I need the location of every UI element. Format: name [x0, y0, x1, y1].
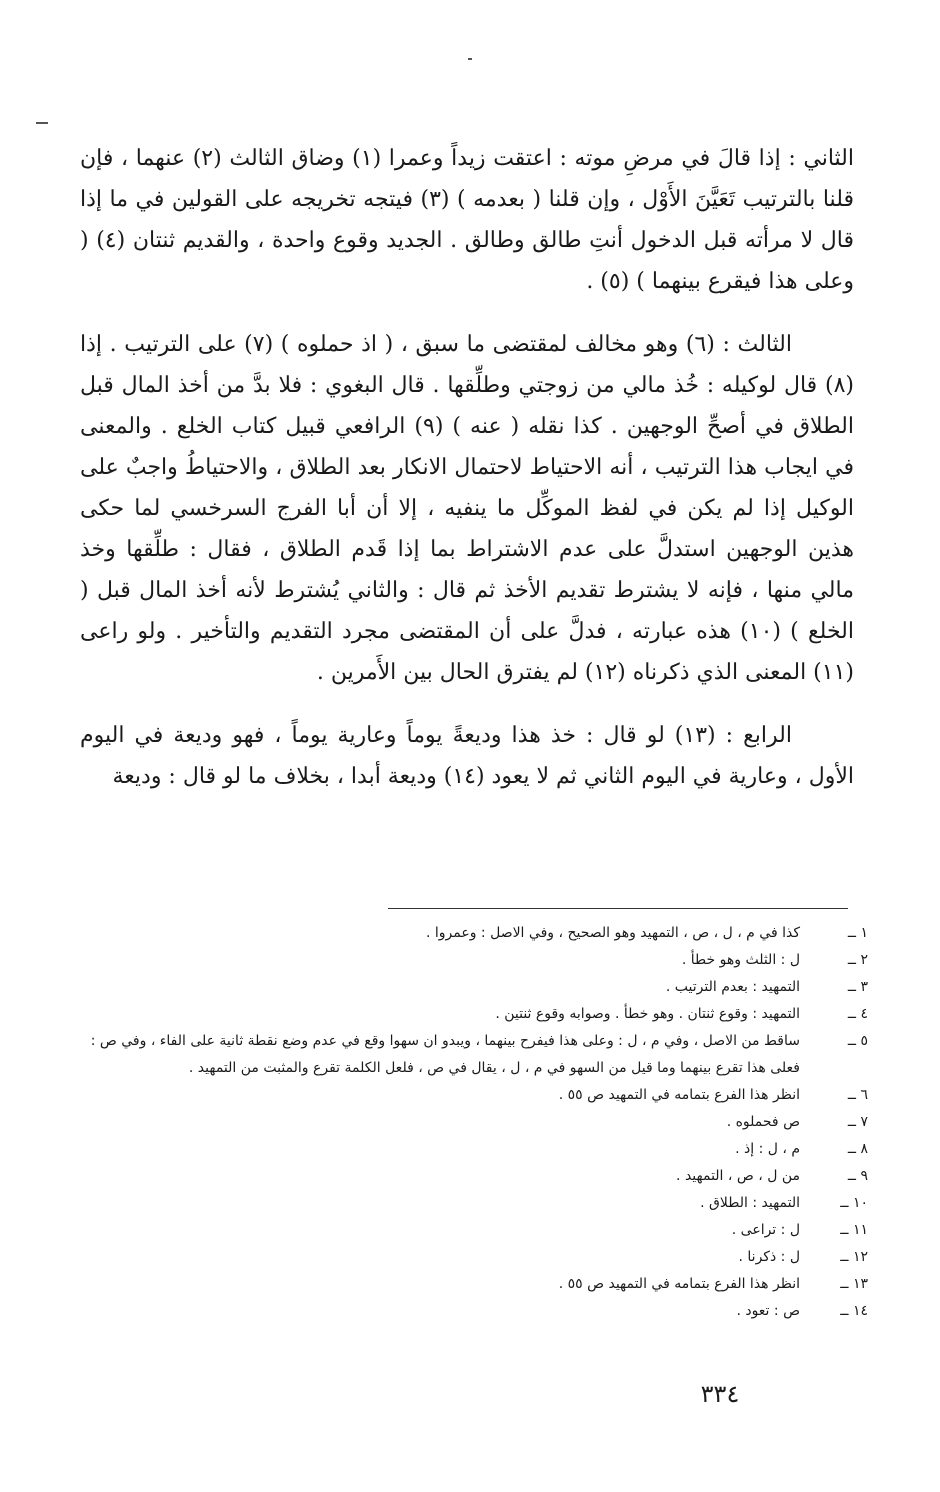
- footnote-text: ص فحملوه .: [726, 1114, 800, 1130]
- footnote-number: ١٣ ــ: [840, 1276, 868, 1292]
- footnote-text: كذا في م ، ل ، ص ، التمهيد وهو الصحيح ، وفي الاصل : وعمروا .: [425, 925, 800, 941]
- footnote-text: التمهيد : وقوع ثنتان . وهو خطأ . وصوابه وقوع ثنتين .: [495, 1006, 800, 1022]
- footnote-11: [76, 1217, 868, 1244]
- footnote-text: التمهيد : الطلاق .: [700, 1195, 800, 1211]
- footnote-number: ١ ــ: [847, 925, 868, 941]
- footnote-1: [76, 920, 868, 947]
- footnote-separator: [388, 908, 848, 909]
- footnote-5: [76, 1028, 868, 1082]
- footnote-6: [76, 1082, 868, 1109]
- footnote-text: م ، ل : إذ .: [735, 1141, 800, 1157]
- paragraph-second: الثاني : إذا قالَ في مرضِ موته : اعتقت زيداً وعمرا (١) وضاق الثالث (٢) عنهما ، فإن قلنا بالترتيب تَعَيَّنَ الأَوْل ، وإن قلنا ( بعدمه ) (٣) فيتجه تخريجه على القولين في ما إذا قال لا مرأته قبل الدخول أنتِ طالق وطالق . الجديد وقوع واحدة ، والقديم ثنتان (٤) ( وعلى هذا فيقرع بينهما ) (٥) .: [80, 146, 854, 294]
- footnote-4: [76, 1001, 868, 1028]
- footnote-text: من ل ، ص ، التمهيد .: [676, 1168, 800, 1184]
- footnote-9: [76, 1163, 868, 1190]
- footnote-text: ص : تعود .: [736, 1303, 800, 1319]
- page-number: ٣٣٤: [700, 1380, 740, 1408]
- paragraph-fourth: الرابع : (١٣) لو قال : خذ هذا وديعةً يوماً وعارية يوماً ، فهو وديعة في اليوم الأول ، وعارية في اليوم الثاني ثم لا يعود (١٤) وديعة أبدا ، بخلاف ما لو قال : وديعة: [80, 723, 854, 789]
- main-text: [80, 138, 854, 819]
- footnote-number: ١٠ ــ: [840, 1195, 868, 1211]
- footnote-2: [76, 947, 868, 974]
- footnote-text: انظر هذا الفرع بتمامه في التمهيد ص ٥٥ .: [558, 1276, 800, 1292]
- footnote-number: ١٢ ــ: [840, 1249, 868, 1265]
- footnote-10: [76, 1190, 868, 1217]
- footnote-12: [76, 1244, 868, 1271]
- footnote-7: [76, 1109, 868, 1136]
- footnote-text: انظر هذا الفرع بتمامه في التمهيد ص ٥٥ .: [558, 1087, 800, 1103]
- footnote-8: [76, 1136, 868, 1163]
- footnote-text: ل : ذكرنا .: [738, 1249, 800, 1265]
- footnote-text: ل : تراعى .: [731, 1222, 800, 1238]
- footnote-14: [76, 1298, 868, 1325]
- footnote-number: ٣ ــ: [847, 979, 868, 995]
- footnote-text: ساقط من الاصل ، وفي م ، ل : وعلى هذا فيفرح بينهما ، ويبدو ان سهوا وقع في عدم وضع نقطة ثانية على الفاء ، وفي ص : فعلى هذا تقرع بينهما وما قيل من السهو في م ، ل ، يقال في ص ، فلعل الكلمة تقرع والمثبت من التمهيد .: [90, 1033, 800, 1076]
- footnote-3: [76, 974, 868, 1001]
- paragraph-third: الثالث : (٦) وهو مخالف لمقتضى ما سبق ، ( اذ حملوه ) (٧) على الترتيب . إذا (٨) قال لوكيله : خُذ مالي من زوجتي وطلِّقها . قال البغوي : فلا بدَّ من أخذ المال قبل الطلاق في أصحِّ الوجهين . كذا نقله ( عنه ) (٩) الرافعي قبيل كتاب الخلع . والمعنى في ايجاب هذا الترتيب ، أنه الاحتياط لاحتمال الانكار بعد الطلاق ، والاحتياطُ واجبٌ على الوكيل إذا لم يكن في لفظ الموكِّل ما ينفيه ، إلا أن أبا الفرج السرخسي لما حكى هذين الوجهين استدلَّ على عدم الاشتراط بما إذا قَدم الطلاق ، فقال : طلِّقها وخذ مالي منها ، فإنه لا يشترط تقديم الأخذ ثم قال : والثاني يُشترط لأنه أخذ المال قبل ( الخلع ) (١٠) هذه عبارته ، فدلَّ على أن المقتضى مجرد التقديم والتأخير . ولو راعى (١١) المعنى الذي ذكرناه (١٢) لم يفترق الحال بين الأَمرين .: [80, 332, 854, 685]
- footnote-number: ٩ ــ: [847, 1168, 868, 1184]
- scan-mark-top: [468, 58, 472, 60]
- footnotes: [76, 920, 868, 1325]
- footnote-number: ٥ ــ: [847, 1033, 868, 1049]
- footnote-text: التمهيد : بعدم الترتيب .: [665, 979, 800, 995]
- footnote-number: ٦ ــ: [847, 1087, 868, 1103]
- footnote-13: [76, 1271, 868, 1298]
- footnote-text: ل : الثلث وهو خطأ .: [681, 952, 800, 968]
- scan-mark-left: [36, 122, 48, 124]
- footnote-number: ١١ ــ: [840, 1222, 868, 1238]
- footnote-number: ٨ ــ: [847, 1141, 868, 1157]
- footnote-number: ٤ ــ: [847, 1006, 868, 1022]
- footnote-number: ٢ ــ: [847, 952, 868, 968]
- footnote-number: ٧ ــ: [847, 1114, 868, 1130]
- footnote-number: ١٤ ــ: [840, 1303, 868, 1319]
